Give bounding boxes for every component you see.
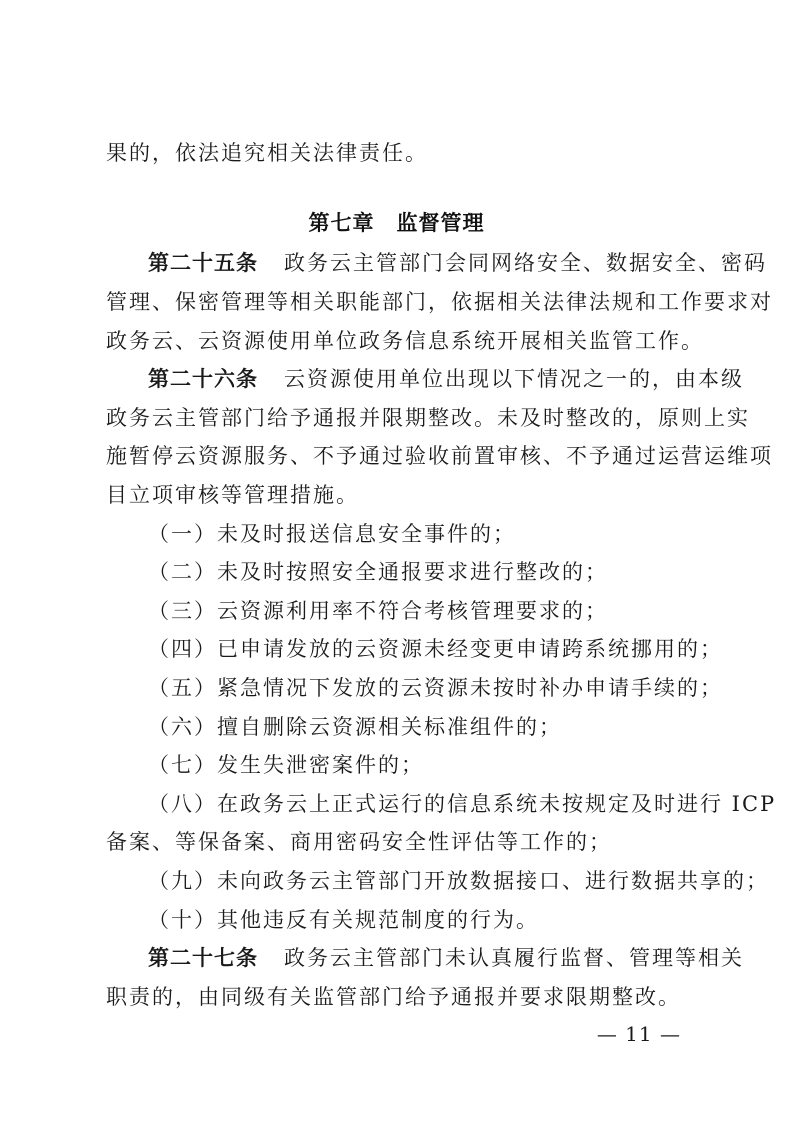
article-26-line-1 [148, 364, 744, 394]
article-27-text: 政务云主管部门未认真履行监督、管理等相关 [284, 946, 744, 970]
page-number: — 11 — [596, 1022, 681, 1046]
article-25-label: 第二十五条 [148, 251, 258, 275]
article-25-text: 政务云主管部门会同网络安全、数据安全、密码 [284, 251, 767, 275]
list-item-5: （五）紧急情况下发放的云资源未按时补办申请手续的； [148, 676, 723, 700]
list-item-8-line-2: 备案、等保备案、商用密码安全性评估等工作的； [106, 830, 612, 854]
article-27-line-2: 职责的，由同级有关监管部门给予通报并要求限期整改。 [106, 985, 681, 1009]
text-line: 果的，依法追究相关法律责任。 [106, 141, 428, 165]
list-item-9: （九）未向政务云主管部门开放数据接口、进行数据共享的； [148, 869, 769, 893]
article-26-label: 第二十六条 [148, 367, 258, 391]
list-item-8-line-1: （八）在政务云上正式运行的信息系统未按规定及时进行 ICP [148, 792, 777, 816]
article-27-label: 第二十七条 [148, 946, 258, 970]
list-item-6: （六）擅自删除云资源相关标准组件的； [148, 715, 562, 739]
chapter-heading: 第七章 监督管理 [308, 211, 485, 235]
list-item-7: （七）发生失泄密案件的； [148, 753, 424, 777]
article-26-line-4: 目立项审核等管理措施。 [106, 483, 359, 507]
list-item-10: （十）其他违反有关规范制度的行为。 [148, 908, 539, 932]
article-26-line-2: 政务云主管部门给予通报并限期整改。未及时整改的，原则上实 [106, 406, 750, 430]
list-item-3: （三）云资源利用率不符合考核管理要求的； [148, 599, 608, 623]
list-item-4: （四）已申请发放的云资源未经变更申请跨系统挪用的； [148, 637, 723, 661]
article-25-line-1 [148, 248, 767, 278]
article-26-text: 云资源使用单位出现以下情况之一的，由本级 [284, 367, 744, 391]
list-item-1: （一）未及时报送信息安全事件的； [148, 522, 516, 546]
article-27-line-1 [148, 943, 744, 973]
article-25-line-2: 管理、保密管理等相关职能部门，依据相关法律法规和工作要求对 [106, 290, 773, 314]
article-25-line-3: 政务云、云资源使用单位政务信息系统开展相关监管工作。 [106, 329, 704, 353]
article-26-line-3: 施暂停云资源服务、不予通过验收前置审核、不予通过运营运维项 [106, 444, 773, 468]
list-item-2: （二）未及时按照安全通报要求进行整改的； [148, 560, 608, 584]
